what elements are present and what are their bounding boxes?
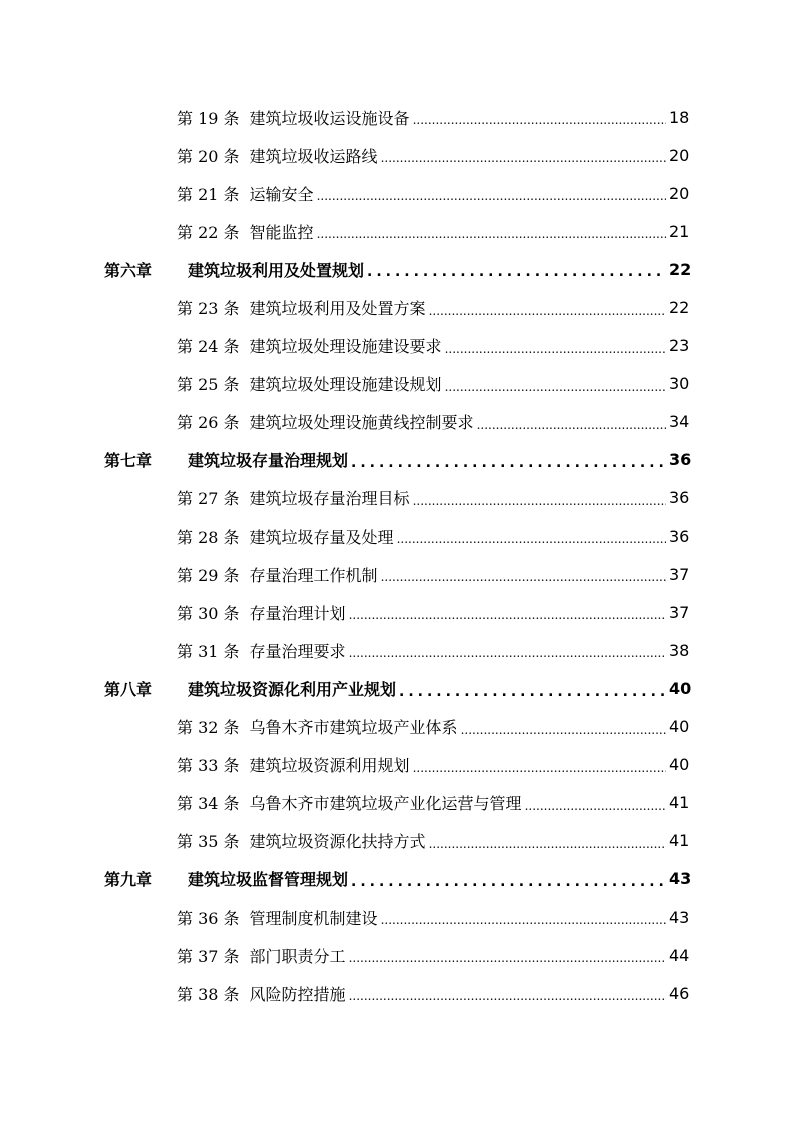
toc-entry-article[interactable] (0, 327, 793, 365)
toc-entry-article[interactable] (0, 288, 793, 326)
toc-entry-article[interactable] (0, 555, 793, 593)
article-number: 第 34 条 (177, 794, 240, 814)
page-number: 22 (669, 259, 692, 279)
page-number: 36 (669, 488, 690, 508)
page-number: 43 (669, 869, 692, 889)
entry-title: 建筑垃圾存量及处理 (249, 527, 394, 547)
page-number: 20 (669, 145, 690, 165)
dot-leader (349, 609, 666, 631)
toc-entry-article[interactable] (0, 746, 793, 784)
article-number: 第 25 条 (177, 375, 240, 395)
page-number: 30 (669, 374, 690, 394)
entry-title: 建筑垃圾收运设施设备 (249, 108, 410, 128)
entry-title: 建筑垃圾处理设施建设要求 (249, 337, 442, 357)
dot-leader (429, 305, 666, 327)
dot-leader (413, 762, 666, 784)
toc-entry-article[interactable] (0, 98, 793, 136)
dot-leader (397, 533, 666, 555)
chapter-number: 第八章 (104, 679, 153, 699)
entry-title: 管理制度机制建设 (249, 908, 378, 928)
dot-leader (445, 343, 666, 365)
dot-leader (413, 495, 666, 517)
article-number: 第 28 条 (177, 527, 240, 547)
toc-entry-article[interactable] (0, 936, 793, 974)
toc-entry-chapter[interactable] (0, 860, 793, 898)
page-number: 37 (669, 602, 690, 622)
dot-leader (413, 114, 666, 136)
toc-entry-article[interactable] (0, 974, 793, 1012)
dot-leader (477, 419, 666, 441)
toc-entry-article[interactable] (0, 365, 793, 403)
entry-title: 建筑垃圾资源利用规划 (249, 756, 410, 776)
entry-title: 乌鲁木齐市建筑垃圾产业体系 (249, 718, 458, 738)
toc-entry-article[interactable] (0, 136, 793, 174)
page-number: 34 (669, 412, 690, 432)
page-number: 40 (669, 755, 690, 775)
entry-title: 建筑垃圾监督管理规划 (188, 870, 349, 890)
toc-entry-article[interactable] (0, 403, 793, 441)
dot-leader (349, 647, 666, 669)
page-number: 41 (669, 831, 690, 851)
page-number: 40 (669, 717, 690, 737)
article-number: 第 35 条 (177, 832, 240, 852)
entry-title: 智能监控 (249, 222, 314, 242)
dot-leader (351, 456, 666, 479)
chapter-number: 第九章 (104, 870, 153, 890)
page-number: 18 (669, 107, 690, 127)
article-number: 第 30 条 (177, 603, 240, 623)
page-number: 36 (669, 526, 690, 546)
dot-leader (525, 800, 666, 822)
page-number: 23 (669, 336, 690, 356)
article-number: 第 29 条 (177, 565, 240, 585)
entry-title: 建筑垃圾利用及处置规划 (188, 260, 365, 280)
article-number: 第 38 条 (177, 984, 240, 1004)
dot-leader (381, 571, 666, 593)
toc-entry-chapter[interactable] (0, 669, 793, 707)
article-number: 第 22 条 (177, 222, 240, 242)
entry-title: 部门职责分工 (249, 946, 346, 966)
toc-entry-article[interactable] (0, 174, 793, 212)
entry-title: 建筑垃圾存量治理规划 (188, 451, 349, 471)
toc-entry-article[interactable] (0, 898, 793, 936)
dot-leader (381, 152, 666, 174)
table-of-contents (0, 98, 793, 1012)
article-number: 第 19 条 (177, 108, 240, 128)
article-number: 第 33 条 (177, 756, 240, 776)
toc-entry-chapter[interactable] (0, 250, 793, 288)
chapter-number: 第七章 (104, 451, 153, 471)
entry-title: 建筑垃圾资源化利用产业规划 (188, 679, 397, 699)
dot-leader (461, 724, 666, 746)
page-number: 20 (669, 183, 690, 203)
page-number: 36 (669, 450, 692, 470)
page-number: 37 (669, 564, 690, 584)
chapter-number: 第六章 (104, 260, 153, 280)
dot-leader (445, 381, 666, 403)
entry-title: 建筑垃圾收运路线 (249, 146, 378, 166)
article-number: 第 21 条 (177, 184, 240, 204)
entry-title: 风险防控措施 (249, 984, 346, 1004)
toc-entry-chapter[interactable] (0, 441, 793, 479)
toc-entry-article[interactable] (0, 593, 793, 631)
entry-title: 建筑垃圾处理设施建设规划 (249, 375, 442, 395)
toc-entry-article[interactable] (0, 708, 793, 746)
toc-entry-article[interactable] (0, 517, 793, 555)
page-number: 38 (669, 640, 690, 660)
page-number: 44 (669, 945, 690, 965)
entry-title: 存量治理计划 (249, 603, 346, 623)
toc-entry-article[interactable] (0, 631, 793, 669)
dot-leader (349, 952, 666, 974)
article-number: 第 24 条 (177, 337, 240, 357)
entry-title: 运输安全 (249, 184, 314, 204)
entry-title: 建筑垃圾存量治理目标 (249, 489, 410, 509)
page-number: 40 (669, 678, 692, 698)
page-number: 21 (669, 221, 690, 241)
entry-title: 乌鲁木齐市建筑垃圾产业化运营与管理 (249, 794, 522, 814)
article-number: 第 32 条 (177, 718, 240, 738)
dot-leader (349, 990, 666, 1012)
article-number: 第 27 条 (177, 489, 240, 509)
dot-leader (399, 685, 666, 708)
page-number: 22 (669, 298, 690, 318)
toc-entry-article[interactable] (0, 784, 793, 822)
toc-entry-article[interactable] (0, 212, 793, 250)
page-number: 46 (669, 983, 690, 1003)
article-number: 第 37 条 (177, 946, 240, 966)
page-number: 43 (669, 907, 690, 927)
dot-leader (381, 914, 666, 936)
dot-leader (317, 228, 666, 250)
entry-title: 存量治理要求 (249, 641, 346, 661)
dot-leader (367, 265, 666, 288)
article-number: 第 26 条 (177, 413, 240, 433)
article-number: 第 36 条 (177, 908, 240, 928)
article-number: 第 20 条 (177, 146, 240, 166)
page-number: 41 (669, 793, 690, 813)
dot-leader (317, 190, 666, 212)
entry-title: 建筑垃圾利用及处置方案 (249, 299, 426, 319)
entry-title: 存量治理工作机制 (249, 565, 378, 585)
toc-entry-article[interactable] (0, 479, 793, 517)
dot-leader (429, 838, 666, 860)
article-number: 第 31 条 (177, 641, 240, 661)
toc-entry-article[interactable] (0, 822, 793, 860)
article-number: 第 23 条 (177, 299, 240, 319)
entry-title: 建筑垃圾处理设施黄线控制要求 (249, 413, 474, 433)
entry-title: 建筑垃圾资源化扶持方式 (249, 832, 426, 852)
dot-leader (351, 875, 666, 898)
